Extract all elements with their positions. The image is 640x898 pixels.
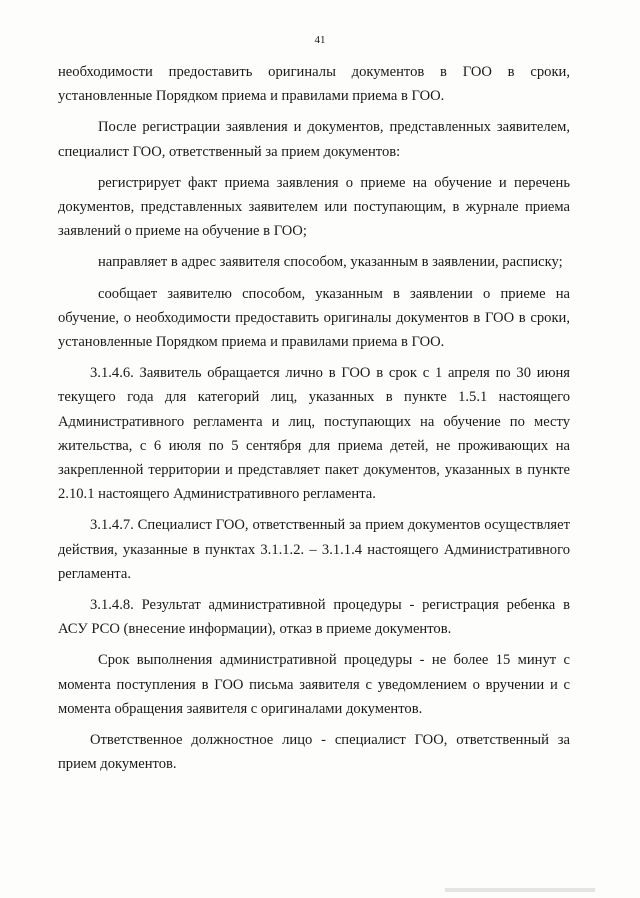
paragraph-informs-applicant: сообщает заявителю способом, указанным в заявлении о приеме на обучение, о необходимости предоставить оригиналы документов в ГОО в сроки, установленные Порядком приема и правилами приема в ГОО. (58, 285, 570, 351)
document-body (58, 60, 570, 783)
paragraph-3-1-4-8: 3.1.4.8. Результат административной процедуры - регистрация ребенка в АСУ РСО (внесение информации), отказ в приеме документов. (58, 597, 570, 638)
paragraph-registers-fact: регистрирует факт приема заявления о приеме на обучение и перечень документов, представленных заявителем или поступающим, в журнале приема заявлений о приеме на обучение в ГОО; (58, 174, 570, 240)
paragraph-responsible-official: Ответственное должностное лицо - специалист ГОО, ответственный за прием документов. (58, 732, 570, 773)
paragraph-3-1-4-6: 3.1.4.6. Заявитель обращается лично в ГОО в срок с 1 апреля по 30 июня текущего года для категорий лиц, указанных в пункте 1.5.1 настоящего Административного регламента и лиц, поступающих на обучение по месту жительства, с 6 июля по 5 сентября для приема детей, не проживающих на закрепленной территории и представляет пакет документов, указанных в пункте 2.10.1 настоящего Административного регламента. (58, 365, 570, 503)
scan-artifact (445, 888, 595, 892)
paragraph-registration: После регистрации заявления и документов, представленных заявителем, специалист ГОО, ответственный за прием документов: (58, 119, 570, 160)
paragraph-continuation: необходимости предоставить оригиналы документов в ГОО в сроки, установленные Порядком приема и правилами приема в ГОО. (58, 64, 570, 105)
paragraph-deadline: Срок выполнения административной процедуры - не более 15 минут с момента поступления в ГОО письма заявителя с уведомлением о вручении и с момента обращения заявителя с оригиналами документов. (58, 652, 570, 717)
page-number: 41 (314, 34, 326, 46)
paragraph-3-1-4-7: 3.1.4.7. Специалист ГОО, ответственный за прием документов осуществляет действия, указанные в пунктах 3.1.1.2. – 3.1.1.4 настоящего Административного регламента. (58, 517, 570, 582)
paragraph-sends-receipt: направляет в адрес заявителя способом, указанным в заявлении, расписку; (98, 254, 563, 271)
